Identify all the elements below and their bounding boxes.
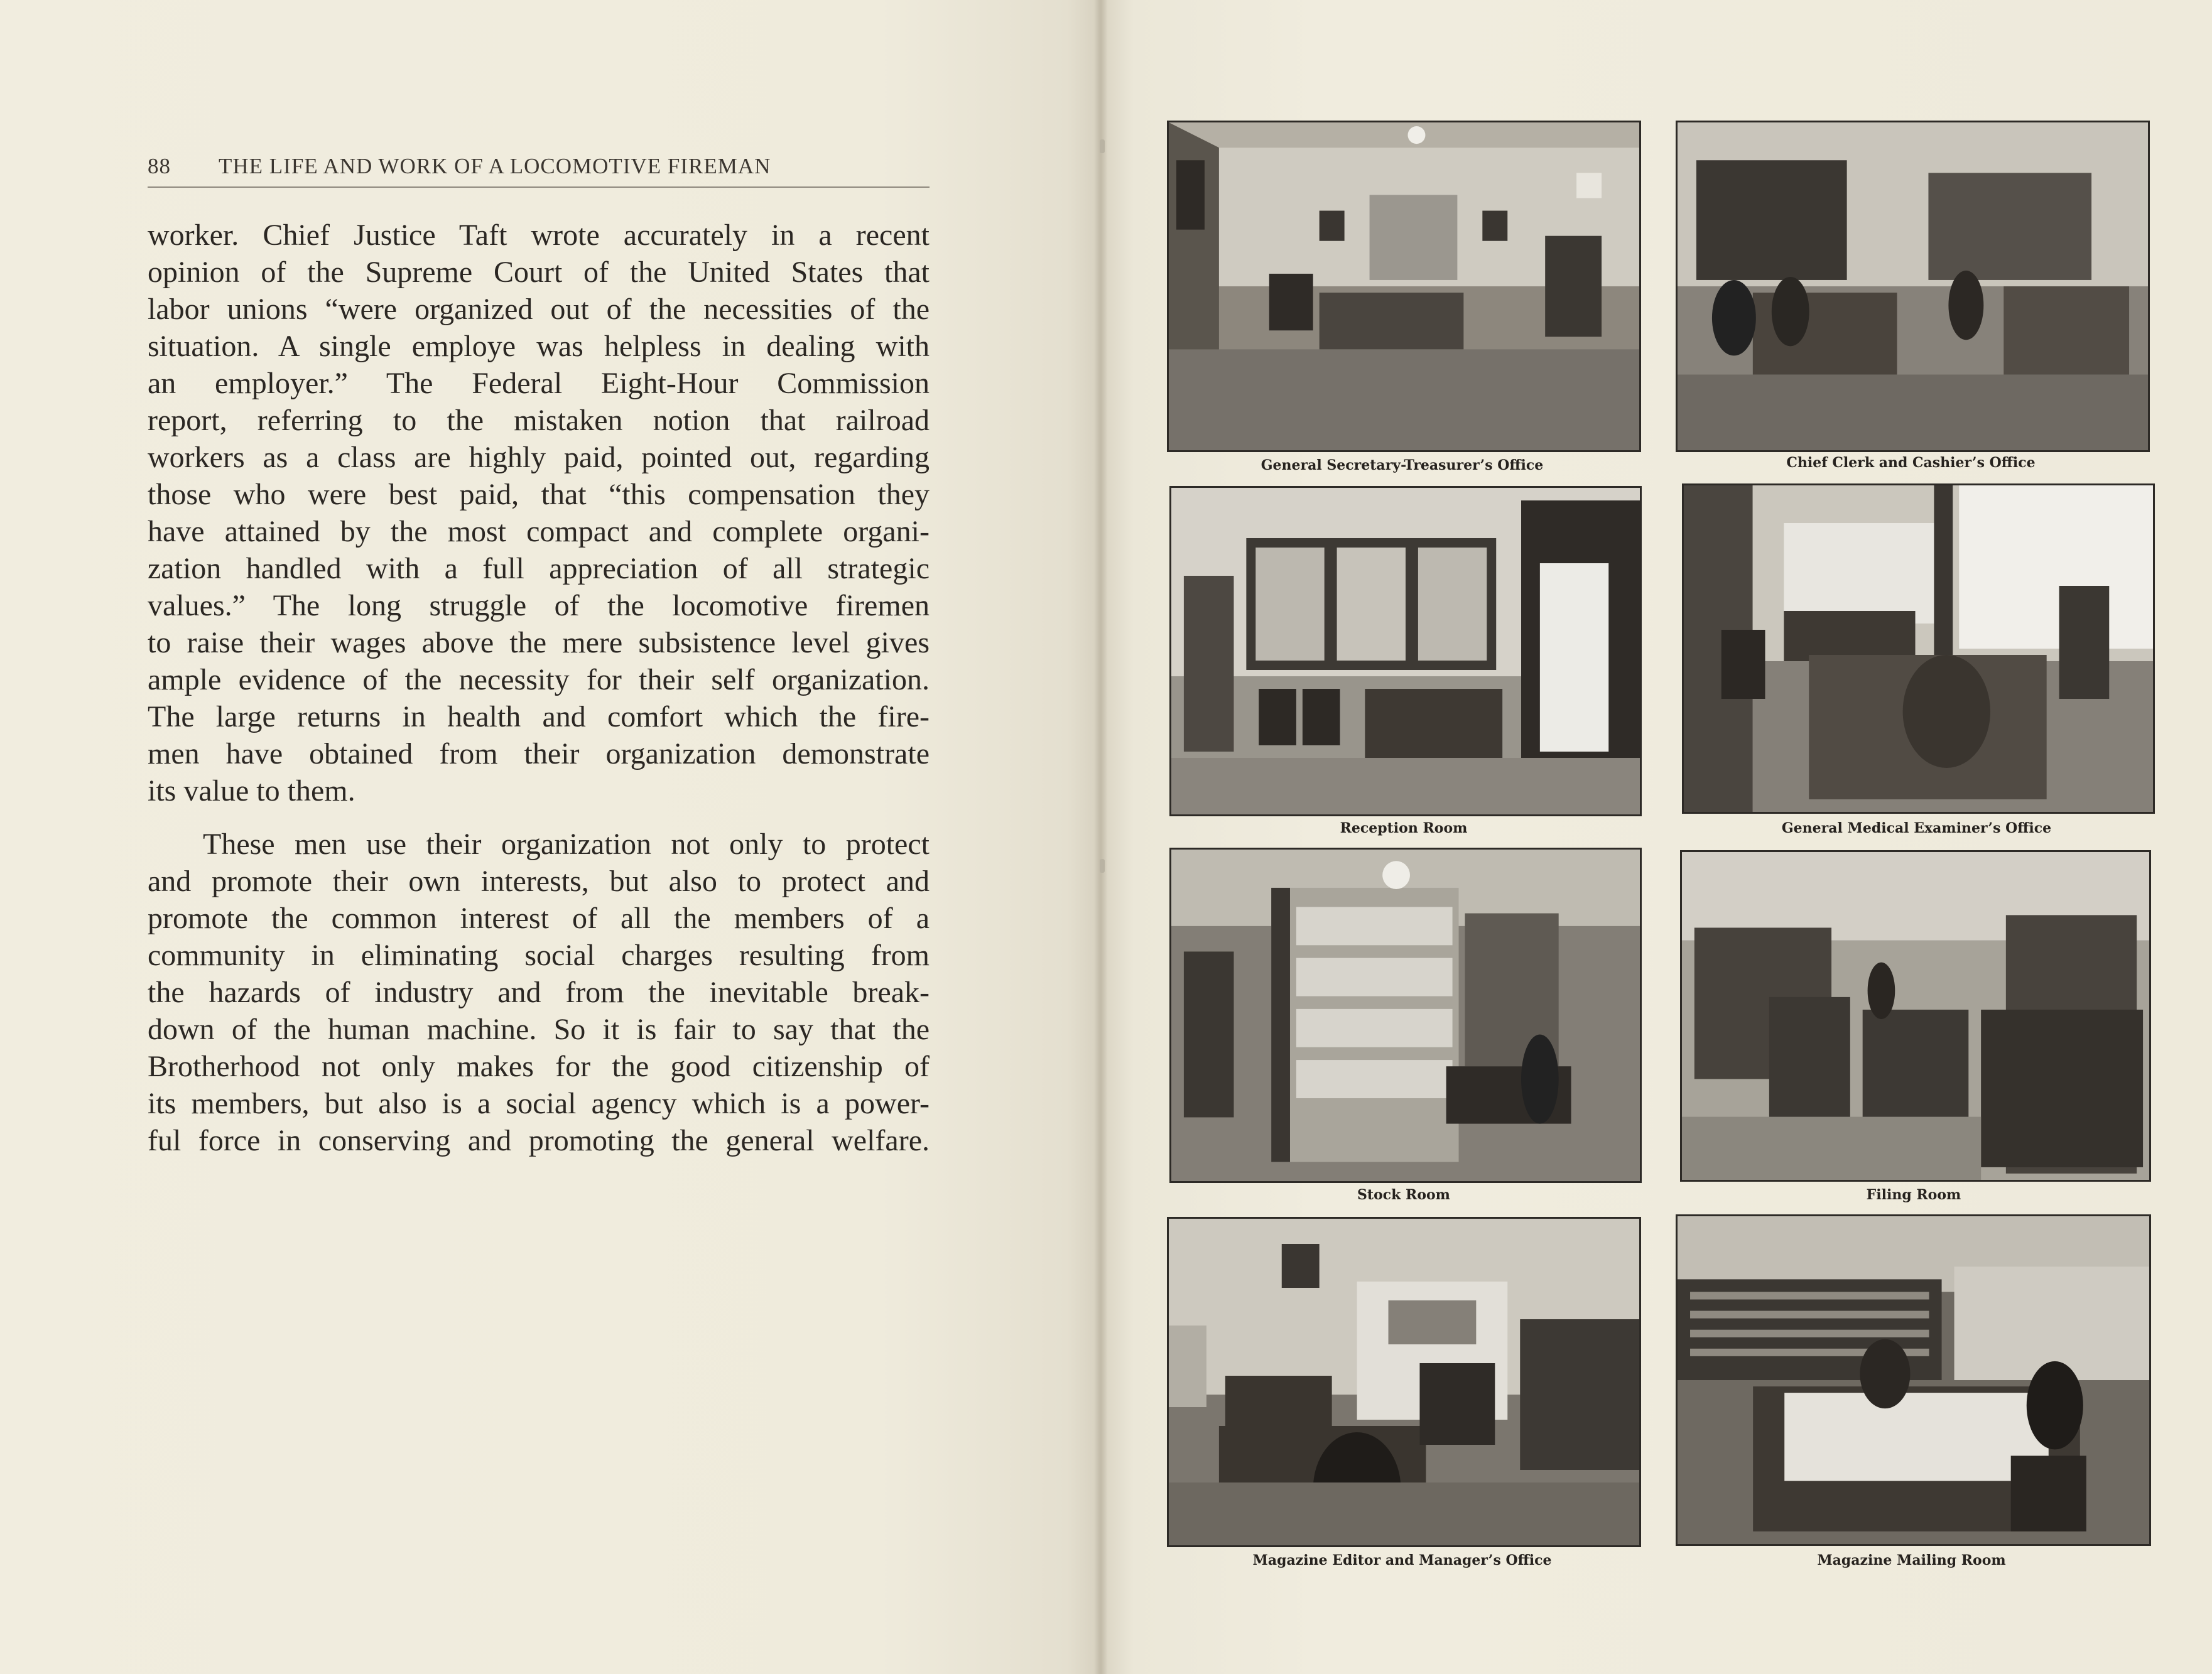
- photo-caption: Filing Room: [1866, 1187, 1961, 1203]
- photo-caption: Magazine Editor and Manager’s Office: [1252, 1552, 1552, 1569]
- text-line: Brotherhood not only makes for the good citizenship of: [148, 1050, 930, 1083]
- running-head: [148, 154, 930, 188]
- photo-caption: Magazine Mailing Room: [1817, 1552, 2006, 1569]
- text-line: men have obtained from their organization demonstrate: [148, 737, 930, 770]
- paragraph-1: [148, 217, 930, 809]
- text-line: ample evidence of the necessity for their self organization.: [148, 663, 930, 696]
- photo-caption: Stock Room: [1357, 1187, 1450, 1203]
- text-line: labor unions “were organized out of the necessities of the: [148, 293, 930, 326]
- text-line: zation handled with a full appreciation of all strategic: [148, 552, 930, 585]
- text-line: its value to them.: [148, 774, 355, 807]
- text-line: worker. Chief Justice Taft wrote accurately in a recent: [148, 219, 930, 252]
- text-line: have attained by the most compact and complete organi-: [148, 515, 930, 548]
- text-line: values.” The long struggle of the locomotive firemen: [148, 589, 930, 622]
- body-text: [148, 217, 930, 1159]
- photo-magazine-mailing-room: [1676, 1214, 2151, 1546]
- photo-stock-room: [1169, 848, 1642, 1183]
- text-line: opinion of the Supreme Court of the United States that: [148, 256, 930, 289]
- running-title: THE LIFE AND WORK OF A LOCOMOTIVE FIREMAN: [219, 154, 771, 178]
- paragraph-2: [148, 826, 930, 1159]
- text-line: those who were best paid, that “this compensation they: [148, 478, 930, 511]
- text-line: workers as a class are highly paid, pointed out, regarding: [148, 441, 930, 474]
- text-line: These men use their organization not only to protect: [203, 828, 930, 861]
- binding-staple: [1100, 139, 1105, 153]
- photo-filing-room: [1680, 850, 2151, 1182]
- text-line: The large returns in health and comfort which the fire-: [148, 700, 930, 733]
- text-line: the hazards of industry and from the inevitable break-: [148, 976, 930, 1009]
- photo-caption: General Secretary-Treasurer’s Office: [1261, 457, 1544, 473]
- text-line: to raise their wages above the mere subsistence level gives: [148, 626, 930, 659]
- text-line: situation. A single employe was helpless in dealing with: [148, 330, 930, 363]
- text-line: ful force in conserving and promoting the general welfare.: [148, 1124, 930, 1157]
- text-line: promote the common interest of all the members of a: [148, 902, 930, 935]
- photo-caption: General Medical Examiner’s Office: [1781, 820, 2052, 836]
- text-line: down of the human machine. So it is fair to say that the: [148, 1013, 930, 1046]
- binding-staple: [1100, 859, 1105, 873]
- photo-chief-clerk-cashier-office: [1676, 121, 2150, 452]
- photo-caption: Reception Room: [1340, 820, 1468, 836]
- page-number: 88: [148, 154, 171, 178]
- photo-caption: Chief Clerk and Cashier’s Office: [1786, 455, 2036, 471]
- text-line: an employer.” The Federal Eight-Hour Commission: [148, 367, 930, 400]
- photo-general-medical-examiner-office: [1682, 483, 2155, 814]
- text-line: report, referring to the mistaken notion that railroad: [148, 404, 930, 437]
- photo-reception-room: [1169, 486, 1642, 816]
- text-line: its members, but also is a social agency which is a power-: [148, 1087, 930, 1120]
- text-line: and promote their own interests, but also to protect and: [148, 865, 930, 898]
- book-gutter: [1094, 0, 1108, 1674]
- text-line: community in eliminating social charges resulting from: [148, 939, 930, 972]
- photo-general-secretary-treasurer-office: [1167, 121, 1641, 452]
- photo-magazine-editor-manager-office: [1167, 1217, 1641, 1547]
